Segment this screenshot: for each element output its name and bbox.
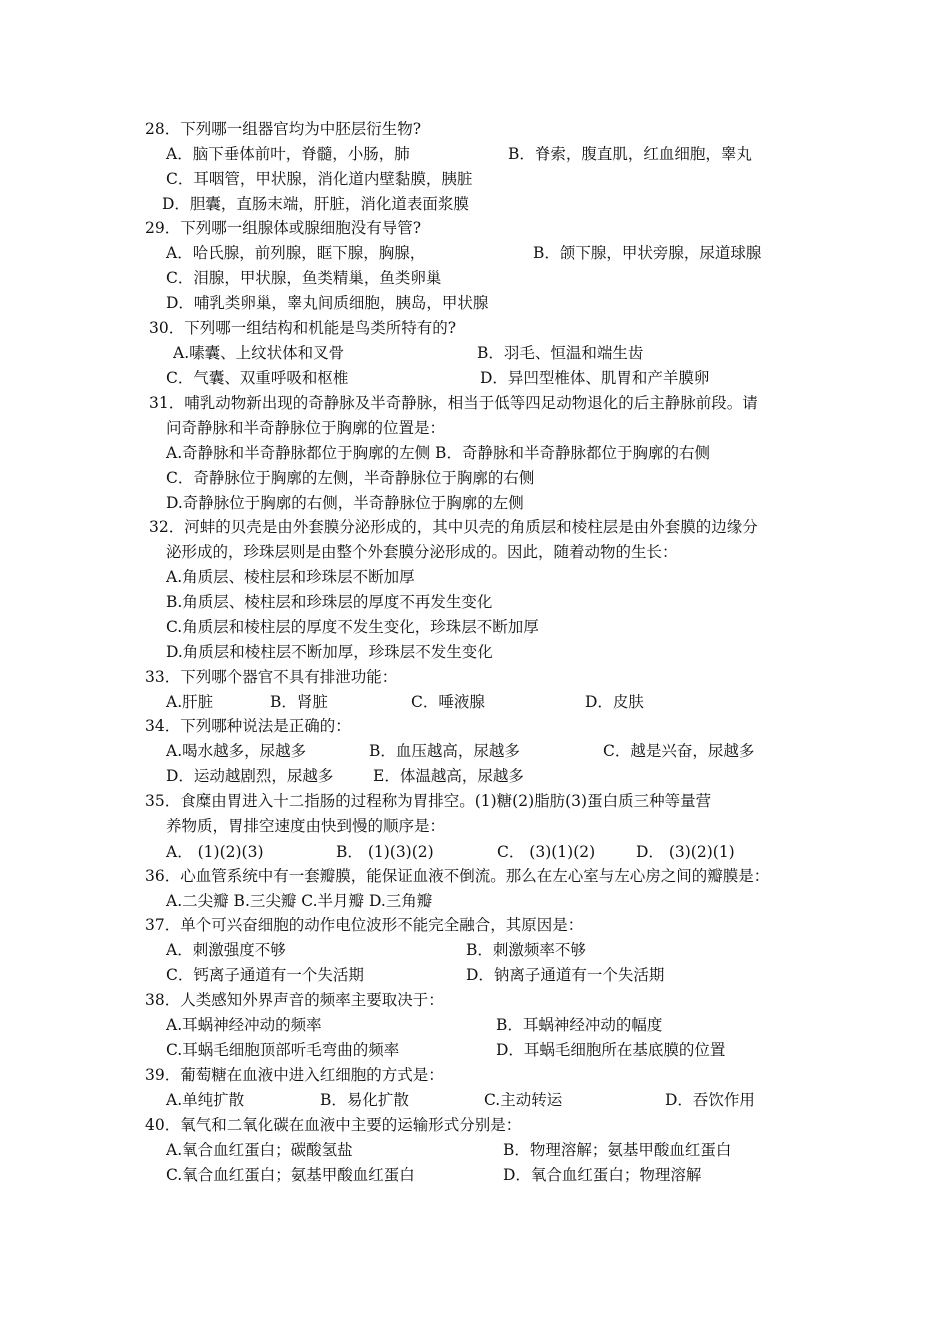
q38-option-c: C.耳蜗毛细胞顶部听毛弯曲的频率 bbox=[166, 1041, 400, 1059]
q40-option-d: D．氧合血红蛋白；物理溶解 bbox=[503, 1166, 702, 1184]
q29-option-d: D．哺乳类卵巢，睾丸间质细胞，胰岛，甲状腺 bbox=[166, 294, 489, 312]
q32-option-c: C.角质层和棱柱层的厚度不发生变化，珍珠层不断加厚 bbox=[166, 618, 539, 636]
q34-option-d: D．运动越剧烈，尿越多 bbox=[166, 767, 334, 785]
q29-stem: 29．下列哪一组腺体或腺细胞没有导管? bbox=[145, 219, 422, 237]
q32-stem-line2: 泌形成的，珍珠层则是由整个外套膜分泌形成的。因此，随着动物的生长： bbox=[166, 543, 678, 561]
q35-option-a: A． (1)(2)(3) bbox=[166, 843, 264, 861]
q32-option-b: B.角质层、棱柱层和珍珠层的厚度不再发生变化 bbox=[166, 593, 493, 611]
q34-option-c: C．越是兴奋，尿越多 bbox=[603, 742, 755, 760]
q38-option-d: D．耳蜗毛细胞所在基底膜的位置 bbox=[496, 1041, 726, 1059]
q31-option-c: C．奇静脉位于胸廓的左侧，半奇静脉位于胸廓的右侧 bbox=[166, 469, 535, 487]
q30-stem: 30．下列哪一组结构和机能是鸟类所特有的? bbox=[149, 319, 457, 337]
q37-option-d: D．钠离子通道有一个失活期 bbox=[466, 966, 665, 984]
q32-option-d: D.角质层和棱柱层不断加厚，珍珠层不发生变化 bbox=[166, 643, 493, 661]
q40-option-a: A.氧合血红蛋白；碳酸氢盐 bbox=[166, 1141, 353, 1159]
q28-option-a: A．脑下垂体前叶，脊髓，小肠，肺 bbox=[166, 145, 410, 163]
q39-option-b: B．易化扩散 bbox=[320, 1091, 409, 1109]
q38-option-b: B．耳蜗神经冲动的幅度 bbox=[496, 1016, 663, 1034]
q34-option-b: B．血压越高，尿越多 bbox=[369, 742, 520, 760]
q35-option-c: C． (3)(1)(2) bbox=[497, 843, 596, 861]
q36-options: A.二尖瓣 B.三尖瓣 C.半月瓣 D.三角瓣 bbox=[166, 892, 433, 910]
q31-stem-line1: 31．哺乳动物新出现的奇静脉及半奇静脉，相当于低等四足动物退化的后主静脉前段。请 bbox=[149, 394, 758, 412]
q40-stem: 40．氧气和二氧化碳在血液中主要的运输形式分别是： bbox=[145, 1116, 522, 1134]
q39-option-d: D．吞饮作用 bbox=[665, 1091, 755, 1109]
q28-option-b: B．脊索，腹直肌，红血细胞，睾丸 bbox=[508, 145, 752, 163]
q30-option-d: D．异凹型椎体、肌胃和产羊膜卵 bbox=[480, 369, 710, 387]
q39-option-c: C.主动转运 bbox=[484, 1091, 563, 1109]
q37-option-b: B．刺激频率不够 bbox=[466, 941, 586, 959]
q38-stem: 38．人类感知外界声音的频率主要取决于： bbox=[145, 991, 444, 1009]
q29-option-b: B．颌下腺，甲状旁腺，尿道球腺 bbox=[533, 244, 762, 262]
q40-option-b: B．物理溶解；氨基甲酸血红蛋白 bbox=[503, 1141, 732, 1159]
q28-stem: 28．下列哪一组器官均为中胚层衍生物? bbox=[145, 120, 422, 138]
q33-option-a: A.肝脏 bbox=[166, 693, 214, 711]
q34-option-e: E．体温越高，尿越多 bbox=[373, 767, 524, 785]
q34-stem: 34．下列哪种说法是正确的： bbox=[145, 717, 351, 735]
q40-option-c: C.氧合血红蛋白；氨基甲酸血红蛋白 bbox=[166, 1166, 415, 1184]
q35-stem-line2: 养物质，胃排空速度由快到慢的顺序是： bbox=[166, 817, 446, 835]
q38-option-a: A.耳蜗神经冲动的频率 bbox=[166, 1016, 322, 1034]
q35-stem-line1: 35．食糜由胃进入十二指肠的过程称为胃排空。(1)糖(2)脂肪(3)蛋白质三种等量营 bbox=[145, 792, 712, 810]
q33-option-b: B．肾脏 bbox=[270, 693, 328, 711]
q35-option-d: D． (3)(2)(1) bbox=[636, 843, 735, 861]
q30-option-c: C．气囊、双重呼吸和枢椎 bbox=[166, 369, 349, 387]
q31-option-d: D.奇静脉位于胸廓的右侧，半奇静脉位于胸廓的左侧 bbox=[166, 494, 524, 512]
q30-option-b: B．羽毛、恒温和端生齿 bbox=[477, 344, 644, 362]
q32-option-a: A.角质层、棱柱层和珍珠层不断加厚 bbox=[166, 568, 415, 586]
q32-stem-line1: 32．河蚌的贝壳是由外套膜分泌形成的，其中贝壳的角质层和棱柱层是由外套膜的边缘分 bbox=[149, 518, 758, 536]
q33-stem: 33．下列哪个器官不具有排泄功能： bbox=[145, 668, 398, 686]
q39-option-a: A.单纯扩散 bbox=[166, 1091, 245, 1109]
q35-option-b: B． (1)(3)(2) bbox=[336, 843, 434, 861]
q36-stem: 36．心血管系统中有一套瓣膜，能保证血液不倒流。那么在左心室与左心房之间的瓣膜是： bbox=[145, 867, 770, 885]
q33-option-c: C．唾液腺 bbox=[411, 693, 485, 711]
q37-stem: 37．单个可兴奋细胞的动作电位波形不能完全融合，其原因是： bbox=[145, 916, 584, 934]
q29-option-a: A．哈氏腺，前列腺，眶下腺，胸腺， bbox=[166, 244, 426, 262]
q37-option-c: C．钙离子通道有一个失活期 bbox=[166, 966, 364, 984]
q39-stem: 39．葡萄糖在血液中进入红细胞的方式是： bbox=[145, 1066, 444, 1084]
q28-option-c: C．耳咽管，甲状腺，消化道内壁黏膜，胰脏 bbox=[166, 170, 473, 188]
q28-option-d: D．胆囊，直肠末端，肝脏，消化道表面浆膜 bbox=[162, 195, 469, 213]
q31-stem-line2: 问奇静脉和半奇静脉位于胸廓的位置是： bbox=[166, 419, 446, 437]
q34-option-a: A.喝水越多，尿越多 bbox=[166, 742, 307, 760]
q30-option-a: A.嗉囊、上纹状体和叉骨 bbox=[173, 344, 345, 362]
q29-option-c: C．泪腺，甲状腺，鱼类精巢，鱼类卵巢 bbox=[166, 269, 442, 287]
q31-options-ab: A.奇静脉和半奇静脉都位于胸廓的左侧 B．奇静脉和半奇静脉都位于胸廓的右侧 bbox=[166, 444, 710, 462]
q33-option-d: D．皮肤 bbox=[585, 693, 644, 711]
q37-option-a: A．刺激强度不够 bbox=[166, 941, 286, 959]
